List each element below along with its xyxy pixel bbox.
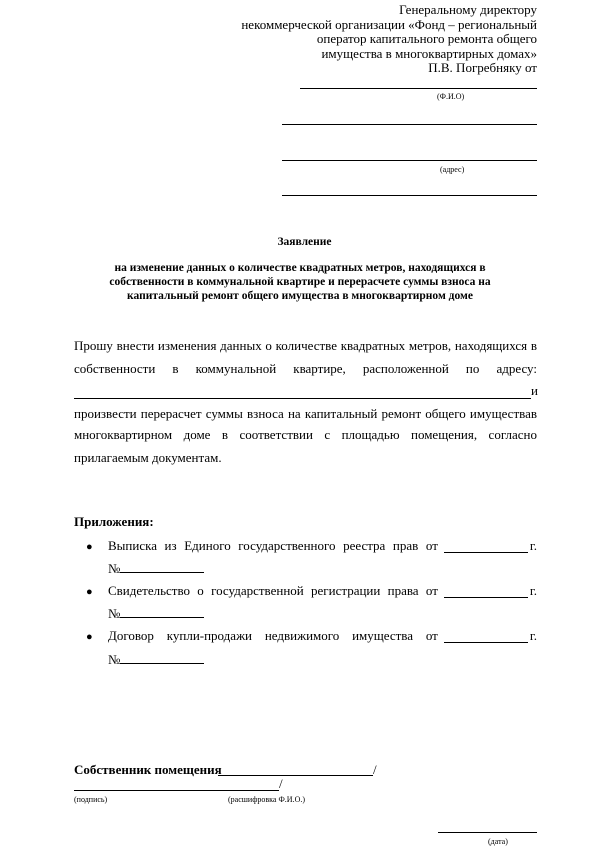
attachment-item-1 [108, 539, 537, 553]
number-sign: № [108, 561, 121, 576]
attachment-item-1-number-field[interactable] [120, 561, 204, 573]
addressee-line-1: Генеральному директору [399, 2, 537, 17]
applicant-line-2[interactable] [282, 124, 537, 125]
subtitle-line-2: собственности в коммунальной квартире и перерасчете суммы взноса на [109, 276, 491, 288]
body-line-2: собственности в коммунальной квартире, расположенной по адресу: [74, 361, 537, 376]
owner-slash: / [373, 762, 377, 777]
attachment-item-2-number [108, 606, 204, 621]
body-line-5: многоквартирном доме в соответствии с площадью помещения, согласно [74, 427, 537, 442]
signature-caption: (подпись) [74, 795, 108, 804]
attachment-item-1-suffix: г. [529, 538, 537, 553]
attachment-item-3-suffix: г. [529, 628, 537, 643]
bullet-icon: ● [86, 586, 93, 598]
address-caption: (адрес) [440, 165, 465, 174]
owner-name-field[interactable] [218, 775, 373, 776]
addressee-line-4: имущества в многоквартирных домах» [321, 45, 537, 61]
address-input-line[interactable] [74, 398, 531, 399]
attachment-item-3-number-field[interactable] [120, 652, 204, 664]
body-line-1: Прошу внести изменения данных о количестве квадратных метров, находящихся в [74, 338, 537, 353]
fio-caption: (Ф.И.О) [437, 92, 465, 101]
addressee-line-2: некоммерческой организации «Фонд – региональный [241, 16, 537, 32]
attachment-item-3-number [108, 652, 204, 667]
attachment-item-2-date-field[interactable] [444, 586, 528, 598]
attachment-item-1-text: Выписка из Единого государственного реестра прав от [108, 538, 438, 553]
owner-label: Собственник помещения [74, 762, 222, 777]
attachment-item-2-text: Свидетельство о государственной регистрации права от [108, 583, 438, 598]
address-line-2[interactable] [282, 195, 537, 196]
attachment-item-3-text: Договор купли-продажи недвижимого имущества от [108, 628, 438, 643]
decoding-caption: (расшифровка Ф.И.О.) [228, 795, 306, 804]
subtitle-line-3: капитальный ремонт общего имущества в многоквартирном доме [127, 290, 473, 302]
attachment-item-3 [108, 629, 537, 643]
addressee-line-5: П.В. Погребняку от [428, 60, 537, 75]
attachment-item-2 [108, 584, 537, 598]
address-field-line[interactable] [282, 160, 537, 161]
attachment-item-1-number [108, 561, 204, 576]
attachment-item-2-number-field[interactable] [120, 606, 204, 618]
body-line-6: прилагаемым документам. [74, 450, 222, 465]
addressee-line-3: оператор капитального ремонта общего [316, 31, 537, 46]
body-line-4: произвести перерасчет суммы взноса на капитальный ремонт общего имуществав [74, 406, 537, 421]
attachment-item-2-suffix: г. [529, 583, 537, 598]
attachment-item-3-date-field[interactable] [444, 631, 528, 643]
subtitle-line-1: на изменение данных о количестве квадратных метров, находящихся в [114, 262, 486, 274]
date-field[interactable] [438, 832, 537, 833]
number-sign: № [108, 606, 121, 621]
number-sign: № [108, 652, 121, 667]
body-line-3-end: и [531, 383, 538, 398]
fio-field-line[interactable] [300, 88, 537, 89]
document-title: Заявление [277, 236, 332, 248]
bullet-icon: ● [86, 541, 93, 553]
attachment-item-1-date-field[interactable] [444, 541, 528, 553]
signature-field[interactable] [74, 790, 279, 791]
attachments-heading: Приложения: [74, 514, 154, 529]
date-caption: (дата) [488, 837, 508, 846]
signature-slash: / [279, 776, 283, 791]
bullet-icon: ● [86, 631, 93, 643]
